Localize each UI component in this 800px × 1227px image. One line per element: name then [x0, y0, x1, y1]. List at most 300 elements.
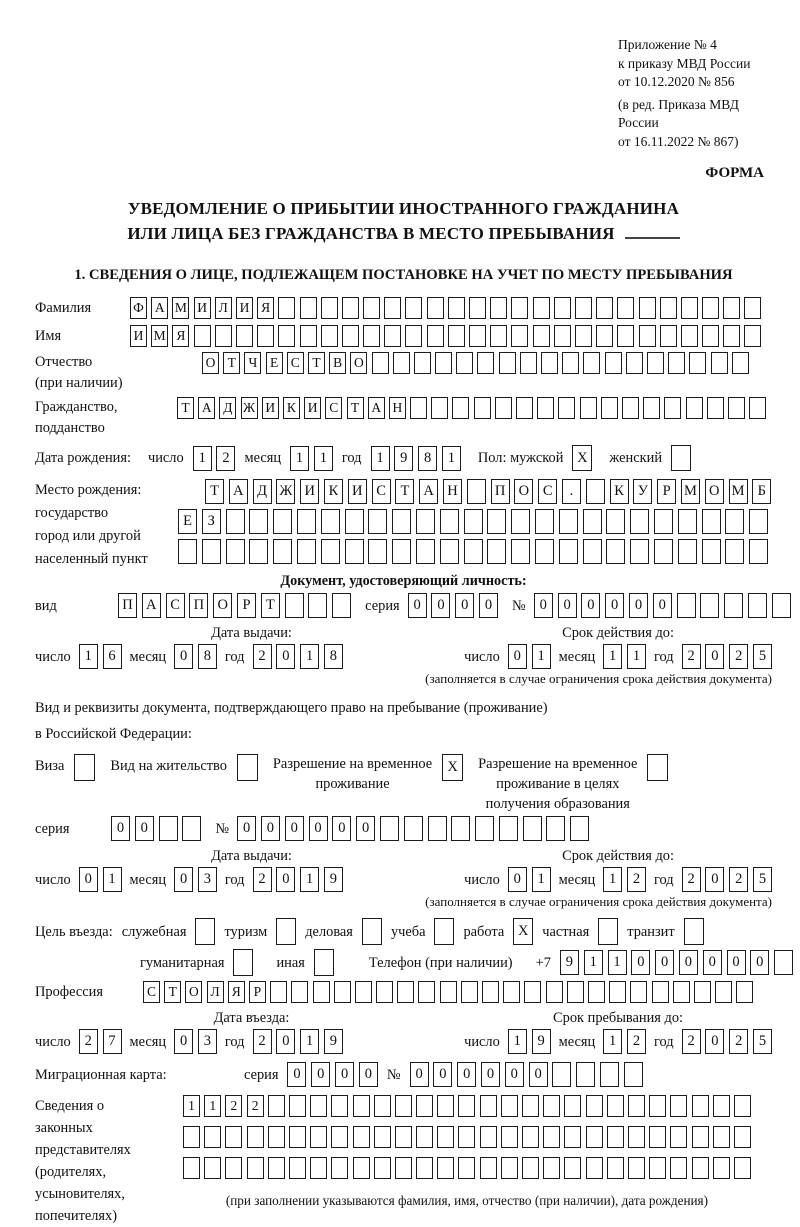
char-box [384, 325, 401, 347]
residence-doc-intro-line1: Вид и реквизиты документа, подтверждающего право на пребывание (проживание) [35, 700, 548, 716]
char-box: 0 [261, 816, 280, 841]
char-box [535, 539, 554, 564]
identity-validity-note: (заполняется в случае ограничения срока действия документа) [425, 671, 772, 686]
char-box: 1 [603, 1029, 622, 1054]
char-box [437, 1157, 454, 1179]
char-box [660, 297, 677, 319]
char-box: 2 [729, 644, 748, 669]
phone-prefix: +7 [535, 954, 551, 971]
char-box [461, 981, 478, 1003]
char-box: Н [389, 397, 406, 419]
char-box: 1 [300, 1029, 319, 1054]
char-box [268, 1157, 285, 1179]
char-box [215, 325, 232, 347]
day-label: число [464, 871, 500, 888]
char-box [586, 1095, 603, 1117]
char-box [353, 1095, 370, 1117]
birth-date-row [35, 445, 772, 471]
char-box: И [130, 325, 147, 347]
representatives-labels [35, 1095, 183, 1227]
sex-female-checkbox [671, 445, 691, 471]
char-box [414, 352, 431, 374]
birth-date-label: Дата рождения: [35, 450, 131, 466]
char-box [607, 1095, 624, 1117]
char-box [501, 1095, 518, 1117]
char-box [289, 1157, 306, 1179]
char-box [724, 593, 743, 618]
temporary-residence-line2: проживание [315, 776, 390, 792]
residence-valid-group [464, 848, 772, 892]
purpose-work-checkbox: X [513, 918, 533, 945]
day-label: число [35, 648, 71, 665]
char-box: 2 [682, 1029, 701, 1054]
char-box [725, 509, 744, 534]
char-box [226, 509, 245, 534]
tre-line2: проживание в целях [496, 776, 620, 792]
char-box: 5 [753, 1029, 772, 1054]
char-box: 1 [79, 644, 98, 669]
char-box [236, 325, 253, 347]
char-box [204, 1157, 221, 1179]
char-box [670, 1126, 687, 1148]
purpose-tourism-label: туризм [224, 923, 268, 940]
char-box: 1 [371, 446, 390, 471]
char-box: Р [237, 593, 256, 618]
char-box [458, 1095, 475, 1117]
purpose-transit-checkbox [684, 918, 704, 945]
char-box [586, 1126, 603, 1148]
char-box: 9 [560, 950, 579, 975]
char-box: 2 [253, 644, 272, 669]
option-residence-permit [110, 754, 258, 781]
char-box [533, 325, 550, 347]
char-box [689, 352, 706, 374]
residence-valid-day [508, 867, 551, 892]
identity-issue-day [79, 644, 122, 669]
char-box: К [283, 397, 300, 419]
char-box [559, 509, 578, 534]
char-box [310, 1095, 327, 1117]
char-box [643, 397, 660, 419]
char-box [182, 816, 201, 841]
char-box [673, 981, 690, 1003]
given-name-boxes [130, 325, 761, 347]
char-box: 1 [508, 1029, 527, 1054]
purpose-humanitarian-checkbox [233, 949, 253, 976]
purpose-humanitarian-label: гуманитарная [140, 954, 225, 971]
char-box [480, 1157, 497, 1179]
char-box: 0 [508, 867, 527, 892]
char-box [448, 325, 465, 347]
char-box [416, 509, 435, 534]
residence-issue-group [35, 848, 353, 892]
char-box: 3 [198, 867, 217, 892]
identity-doc-heading: Документ, удостоверяющий личность: [280, 573, 527, 589]
char-box: А [419, 479, 438, 504]
char-box: П [118, 593, 137, 618]
stay-until-month [603, 1029, 646, 1054]
purpose-work-label: работа [463, 923, 505, 940]
char-box: О [705, 479, 724, 504]
residence-doc-intro [35, 695, 772, 747]
residence-series-label: серия [35, 820, 70, 837]
char-box: Л [215, 297, 232, 319]
char-box: 2 [729, 1029, 748, 1054]
identity-valid-heading: Срок действия до: [562, 625, 674, 641]
identity-valid-day [508, 644, 551, 669]
char-box [297, 539, 316, 564]
char-box [331, 1157, 348, 1179]
identity-issue-year [253, 644, 343, 669]
char-box: 0 [332, 816, 351, 841]
char-box [586, 479, 605, 504]
char-box [374, 1095, 391, 1117]
given-name-label: Имя [35, 328, 62, 344]
char-box [257, 325, 274, 347]
char-box [630, 539, 649, 564]
char-box: С [287, 352, 304, 374]
residence-valid-month [603, 867, 646, 892]
char-box: З [202, 509, 221, 534]
citizenship-label-line1: Гражданство, [35, 399, 118, 415]
char-box [522, 1126, 539, 1148]
month-label: месяц [558, 1033, 596, 1050]
char-box [601, 397, 618, 419]
char-box [440, 509, 459, 534]
purpose-commercial-checkbox [362, 918, 382, 945]
birth-year-boxes [371, 446, 461, 471]
char-box: Т [347, 397, 364, 419]
char-box [702, 297, 719, 319]
char-box [546, 816, 565, 841]
char-box [321, 297, 338, 319]
citizenship-label [35, 397, 177, 439]
entry-day [79, 1029, 122, 1054]
char-box [639, 297, 656, 319]
char-box: 7 [103, 1029, 122, 1054]
year-label: год [653, 1033, 674, 1050]
char-box [583, 509, 602, 534]
char-box [499, 352, 516, 374]
char-box [772, 593, 791, 618]
char-box [353, 1157, 370, 1179]
char-box [368, 539, 387, 564]
char-box: С [143, 981, 160, 1003]
char-box [225, 1126, 242, 1148]
char-box [630, 981, 647, 1003]
char-box [736, 981, 753, 1003]
char-box [541, 352, 558, 374]
char-box: 1 [314, 446, 333, 471]
char-box [744, 297, 761, 319]
char-box [628, 1157, 645, 1179]
char-box: 0 [174, 644, 193, 669]
char-box: 0 [356, 816, 375, 841]
char-box [368, 509, 387, 534]
char-box [748, 593, 767, 618]
char-box: О [514, 479, 533, 504]
char-box [363, 325, 380, 347]
char-box [725, 539, 744, 564]
char-box [451, 816, 470, 841]
char-box [692, 1095, 709, 1117]
char-box: А [198, 397, 215, 419]
char-box [558, 397, 575, 419]
phone-boxes [560, 950, 793, 975]
residence-issue-month [174, 867, 217, 892]
char-box [475, 816, 494, 841]
char-box [626, 352, 643, 374]
residence-doc-intro-line2: в Российской Федерации: [35, 726, 192, 742]
given-name-row [35, 325, 772, 347]
char-box: 1 [183, 1095, 200, 1117]
char-box [576, 1062, 595, 1087]
char-box [707, 397, 724, 419]
patronymic-label [35, 352, 202, 394]
char-box [713, 1126, 730, 1148]
char-box: А [368, 397, 385, 419]
stay-until-values [464, 1029, 772, 1054]
identity-valid-values [464, 644, 772, 669]
month-label: месяц [129, 648, 167, 665]
char-box [580, 397, 597, 419]
reps-label-2: законных [35, 1120, 93, 1136]
visit-purpose-row-1 [35, 918, 772, 945]
char-box [247, 1157, 264, 1179]
month-label: месяц [558, 871, 596, 888]
char-box: 0 [433, 1062, 452, 1087]
char-box [744, 325, 761, 347]
char-box: 0 [505, 1062, 524, 1087]
identity-issue-group [35, 625, 353, 669]
day-label: число [147, 450, 184, 466]
char-box [437, 1095, 454, 1117]
day-label: число [35, 1033, 71, 1050]
char-box: 1 [603, 867, 622, 892]
char-box [334, 981, 351, 1003]
char-box: А [151, 297, 168, 319]
char-box: 0 [135, 816, 154, 841]
entry-date-heading: Дата въезда: [213, 1010, 290, 1026]
char-box [711, 352, 728, 374]
year-label: год [653, 648, 674, 665]
char-box [321, 509, 340, 534]
char-box: В [329, 352, 346, 374]
residence-issue-day [79, 867, 122, 892]
char-box [774, 950, 793, 975]
birth-place-row-2 [178, 509, 768, 534]
char-box: 0 [581, 593, 600, 618]
char-box [226, 539, 245, 564]
char-box [313, 981, 330, 1003]
purpose-transit-label: транзит [627, 923, 675, 940]
doc-number-label: № [512, 597, 526, 614]
option-temporary-residence [273, 754, 463, 794]
char-box: 0 [750, 950, 769, 975]
char-box [609, 981, 626, 1003]
char-box [440, 539, 459, 564]
char-box: 0 [558, 593, 577, 618]
char-box [428, 816, 447, 841]
char-box: 2 [682, 867, 701, 892]
char-box: Л [207, 981, 224, 1003]
char-box [480, 1126, 497, 1148]
char-box [715, 981, 732, 1003]
residence-issue-heading: Дата выдачи: [211, 848, 292, 864]
char-box: 0 [705, 1029, 724, 1054]
char-box: 2 [216, 446, 235, 471]
char-box [490, 325, 507, 347]
char-box: Ч [244, 352, 261, 374]
char-box [749, 397, 766, 419]
char-box [559, 539, 578, 564]
migration-card-label: Миграционная карта: [35, 1066, 167, 1083]
identity-doc-dates [35, 625, 772, 669]
migration-number-boxes [410, 1062, 643, 1087]
char-box [660, 325, 677, 347]
char-box: О [213, 593, 232, 618]
char-box: 8 [198, 644, 217, 669]
char-box [482, 981, 499, 1003]
char-box: 0 [534, 593, 553, 618]
stay-until-group [464, 1010, 772, 1054]
char-box [677, 593, 696, 618]
char-box: Д [253, 479, 272, 504]
reps-label-6: попечителях) [35, 1208, 118, 1224]
char-box: Е [266, 352, 283, 374]
char-box [511, 325, 528, 347]
representatives-row-1 [183, 1095, 751, 1117]
char-box [345, 509, 364, 534]
char-box [501, 1157, 518, 1179]
char-box [501, 1126, 518, 1148]
char-box [405, 297, 422, 319]
purpose-tourism-checkbox [276, 918, 296, 945]
visa-label: Виза [35, 758, 65, 774]
char-box [204, 1126, 221, 1148]
char-box [624, 1062, 643, 1087]
identity-issue-month [174, 644, 217, 669]
char-box: 2 [729, 867, 748, 892]
stay-until-day [508, 1029, 551, 1054]
char-box: И [236, 297, 253, 319]
char-box: О [185, 981, 202, 1003]
temporary-residence-checkbox: X [442, 754, 463, 781]
char-box [570, 816, 589, 841]
birth-day-boxes [193, 446, 236, 471]
citizenship-label-line2: подданство [35, 420, 105, 436]
birth-place-row-1 [205, 479, 795, 504]
char-box [552, 1062, 571, 1087]
surname-boxes [130, 297, 761, 319]
char-box [728, 397, 745, 419]
doc-number-boxes [534, 593, 791, 618]
char-box: К [610, 479, 629, 504]
char-box [723, 325, 740, 347]
char-box [694, 981, 711, 1003]
char-box [270, 981, 287, 1003]
residence-permit-checkbox [237, 754, 258, 781]
migration-card-row [35, 1062, 772, 1087]
day-label: число [35, 871, 71, 888]
purpose-commercial-label: деловая [305, 923, 353, 940]
char-box: Н [443, 479, 462, 504]
migration-number-label: № [386, 1066, 401, 1083]
char-box [749, 539, 768, 564]
char-box [617, 297, 634, 319]
identity-valid-year [682, 644, 772, 669]
char-box [678, 539, 697, 564]
section1-heading: 1. СВЕДЕНИЯ О ЛИЦЕ, ПОДЛЕЖАЩЕМ ПОСТАНОВКЕ НА УЧЕТ ПО МЕСТУ ПРЕБЫВАНИЯ [74, 267, 733, 283]
char-box [289, 1126, 306, 1148]
char-box [458, 1157, 475, 1179]
char-box [467, 479, 486, 504]
char-box: 9 [532, 1029, 551, 1054]
char-box [546, 981, 563, 1003]
residence-doc-series-row [35, 816, 772, 841]
migration-series-boxes [287, 1062, 377, 1087]
char-box: 6 [103, 644, 122, 669]
char-box: Ж [241, 397, 258, 419]
char-box [607, 1126, 624, 1148]
char-box [452, 397, 469, 419]
year-label: год [224, 648, 245, 665]
char-box: 0 [174, 867, 193, 892]
citizenship-boxes [177, 397, 766, 419]
char-box: 1 [193, 446, 212, 471]
entry-date-values [35, 1029, 353, 1054]
month-label: месяц [558, 648, 596, 665]
residence-number-boxes [237, 816, 589, 841]
char-box: 2 [79, 1029, 98, 1054]
char-box: 0 [727, 950, 746, 975]
char-box [749, 509, 768, 534]
char-box: Р [657, 479, 676, 504]
char-box: 0 [287, 1062, 306, 1087]
appendix-header [618, 36, 772, 151]
char-box [183, 1126, 200, 1148]
char-box [458, 1126, 475, 1148]
char-box [499, 816, 518, 841]
char-box: 2 [627, 867, 646, 892]
char-box: 1 [290, 446, 309, 471]
char-box: 0 [705, 644, 724, 669]
char-box: 1 [204, 1095, 221, 1117]
char-box [469, 297, 486, 319]
sex-male-label: Пол: мужской [477, 450, 564, 466]
char-box [247, 1126, 264, 1148]
char-box [511, 539, 530, 564]
residence-valid-values [464, 867, 772, 892]
char-box [397, 981, 414, 1003]
char-box [178, 539, 197, 564]
char-box: А [142, 593, 161, 618]
char-box [511, 297, 528, 319]
char-box [670, 1095, 687, 1117]
char-box [681, 325, 698, 347]
char-box [649, 1126, 666, 1148]
entry-year [253, 1029, 343, 1054]
purpose-business-checkbox [195, 918, 215, 945]
sex-female-label: женский [609, 450, 663, 466]
form-title-line-2 [35, 222, 772, 247]
char-box [418, 981, 435, 1003]
char-box [596, 325, 613, 347]
char-box: 2 [253, 1029, 272, 1054]
char-box [596, 297, 613, 319]
char-box: И [262, 397, 279, 419]
stay-until-year [682, 1029, 772, 1054]
